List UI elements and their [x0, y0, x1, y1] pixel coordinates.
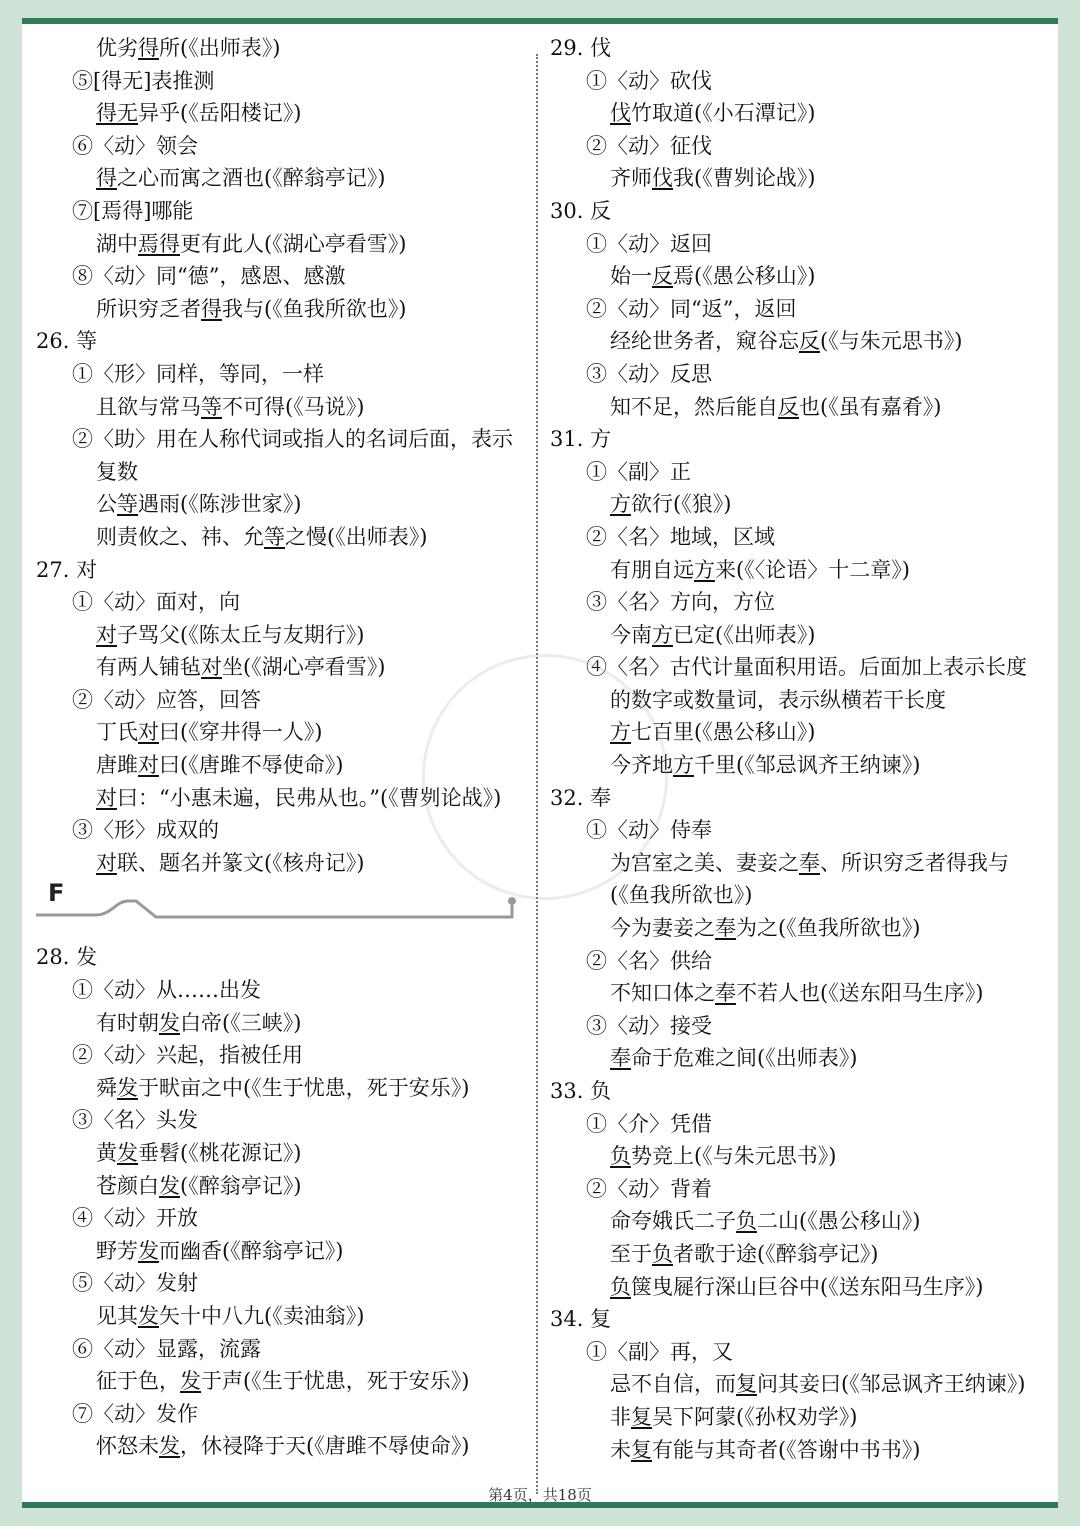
text-segment: 29. 伐 [550, 36, 612, 60]
keyword-underlined: 发 [159, 1434, 180, 1459]
text-segment: ④〈名〉古代计量面积用语。后面加上表示长度 [586, 655, 1027, 680]
sense-line [550, 65, 1050, 98]
example-line [550, 391, 1050, 424]
text-segment: ⑧〈动〉同“德”，感恩、感激 [72, 264, 346, 289]
sense-line [550, 1108, 1050, 1141]
entry-heading [36, 325, 526, 358]
keyword-underlined: 方 [610, 492, 631, 517]
keyword-underlined: 得无 [96, 101, 138, 126]
text-segment: ③〈名〉头发 [72, 1108, 198, 1133]
keyword-underlined: 奉 [715, 981, 736, 1006]
example-line [550, 1042, 1050, 1075]
keyword-underlined: 对 [138, 753, 159, 778]
text-segment: 于畎亩之中(《生于忧患，死于安乐》) [138, 1075, 470, 1100]
text-segment: ⑥〈动〉显露，流露 [72, 1336, 261, 1361]
text-segment: 则责攸之、祎、允 [96, 524, 264, 549]
text-segment: 矢十中八九(《卖油翁》) [159, 1303, 365, 1328]
text-segment: 坐(《湖心亭看雪》) [222, 655, 386, 680]
keyword-underlined: 方 [610, 720, 631, 745]
sense-line [550, 586, 1050, 619]
text-segment: 箧曳屣行深山巨谷中(《送东阳马生序》) [631, 1274, 984, 1299]
text-segment: 为之(《鱼我所欲也》) [736, 916, 921, 941]
sense-line [36, 1267, 526, 1300]
text-segment: 不知口体之 [610, 981, 715, 1006]
example-line [36, 1365, 526, 1398]
section-separator [36, 879, 526, 941]
example-line [36, 651, 526, 684]
example-line [36, 1137, 526, 1170]
example-line [36, 1007, 526, 1040]
text-segment: 来(《〈论语〉十二章》) [715, 557, 910, 582]
keyword-underlined: 方 [694, 557, 715, 582]
keyword-underlined: 伐 [652, 166, 673, 191]
example-line [36, 488, 526, 521]
text-segment: 齐师 [610, 166, 652, 191]
text-segment: 怀怒未 [96, 1434, 159, 1459]
sense-line [550, 358, 1050, 391]
text-segment: ①〈动〉面对，向 [72, 590, 240, 615]
keyword-underlined: 发 [159, 1173, 180, 1198]
text-segment: ，休祲降于天(《唐雎不辱使命》) [180, 1434, 470, 1459]
keyword-underlined: 得 [201, 296, 222, 321]
text-segment: 湖中 [96, 231, 138, 256]
text-segment: ⑦[焉得]哪能 [72, 198, 194, 223]
sense-line [550, 1010, 1050, 1043]
example-line [550, 1368, 1050, 1401]
keyword-underlined: 对 [96, 622, 117, 647]
text-segment: ①〈形〉同样，等同，一样 [72, 361, 324, 386]
text-segment: 竹取道(《小石潭记》) [631, 101, 816, 126]
sense-line [36, 1039, 526, 1072]
text-segment: 我与(《鱼我所欲也》) [222, 296, 407, 321]
keyword-underlined: 方 [652, 622, 673, 647]
text-segment: ②〈动〉背着 [586, 1176, 712, 1201]
sense-line [36, 195, 526, 228]
text-segment: 也(《虽有嘉肴》) [799, 394, 942, 419]
text-segment: 复数 [96, 459, 138, 484]
text-segment: 经纶世务者，窥谷忘 [610, 329, 799, 354]
example-line [36, 1170, 526, 1203]
text-segment: ②〈动〉兴起，指被任用 [72, 1043, 303, 1068]
text-segment: ⑦〈动〉发作 [72, 1401, 198, 1426]
entry-heading [36, 941, 526, 974]
text-segment: (《醉翁亭记》) [180, 1173, 302, 1198]
text-segment: ②〈动〉征伐 [586, 133, 712, 158]
sense-line [36, 974, 526, 1007]
example-line [36, 97, 526, 130]
example-line [36, 1430, 526, 1463]
text-segment: ②〈名〉地域，区域 [586, 524, 775, 549]
keyword-underlined: 等 [117, 492, 138, 517]
text-segment: 势竞上(《与朱元思书》) [631, 1144, 837, 1169]
text-segment: 且欲与常马 [96, 394, 201, 419]
example-line [550, 1238, 1050, 1271]
text-segment: 27. 对 [36, 557, 98, 582]
sense-line [550, 521, 1050, 554]
keyword-underlined: 复 [631, 1437, 652, 1462]
sense-line [550, 130, 1050, 163]
text-segment: 今为妻妾之 [610, 916, 715, 941]
keyword-underlined: 负 [610, 1144, 631, 1169]
keyword-underlined: 奉 [715, 916, 736, 941]
text-segment: 焉(《愚公移山》) [673, 264, 816, 289]
text-segment: 知不足，然后能自 [610, 394, 778, 419]
keyword-underlined: 负 [610, 1274, 631, 1299]
text-segment: 未 [610, 1437, 631, 1462]
example-line [36, 619, 526, 652]
example-line [550, 1434, 1050, 1467]
keyword-underlined: 方 [673, 753, 694, 778]
text-segment: ③〈名〉方向，方位 [586, 590, 775, 615]
example-line [550, 1401, 1050, 1434]
keyword-underlined: 奉 [610, 1046, 631, 1071]
text-segment: ①〈动〉从……出发 [72, 978, 261, 1003]
text-segment: 优劣 [96, 36, 138, 60]
sense-line [36, 1104, 526, 1137]
text-segment: 七百里(《愚公移山》) [631, 720, 816, 745]
text-segment: (《鱼我所欲也》) [610, 883, 753, 908]
text-segment: ④〈动〉开放 [72, 1206, 198, 1231]
entry-heading [36, 554, 526, 587]
text-segment: 舜 [96, 1075, 117, 1100]
text-segment: 今南 [610, 622, 652, 647]
text-segment: 所(《出师表》) [159, 36, 281, 60]
text-segment: ①〈动〉砍伐 [586, 68, 712, 93]
text-segment: 曰(《穿井得一人》) [159, 720, 323, 745]
text-segment: 野芳 [96, 1238, 138, 1263]
text-segment: 征于色， [96, 1369, 180, 1394]
text-segment: ③〈动〉反思 [586, 361, 712, 386]
entry-heading [550, 32, 1050, 65]
watermark-seal [422, 654, 668, 900]
text-segment: 有两人铺毡 [96, 655, 201, 680]
entry-heading [550, 1303, 1050, 1336]
text-segment: 公 [96, 492, 117, 517]
keyword-underlined: 复 [736, 1372, 757, 1397]
text-segment: ②〈名〉供给 [586, 948, 712, 973]
text-segment: 丁氏 [96, 720, 138, 745]
text-segment: ⑤〈动〉发射 [72, 1271, 198, 1296]
sense-line [36, 260, 526, 293]
text-segment: 而幽香(《醉翁亭记》) [159, 1238, 344, 1263]
text-segment: 我(《曹刿论战》) [673, 166, 816, 191]
text-segment: 33. 负 [550, 1079, 612, 1103]
keyword-underlined: 发 [180, 1369, 201, 1394]
text-segment: 问其妾曰(《邹忌讽齐王纳谏》) [757, 1372, 1026, 1397]
sense-line [36, 423, 526, 456]
continuation-line [550, 879, 1050, 912]
keyword-underlined: 对 [138, 720, 159, 745]
text-segment: 遇雨(《陈涉世家》) [138, 492, 302, 517]
example-line [550, 619, 1050, 652]
keyword-underlined: 发 [117, 1075, 138, 1100]
text-segment: 者歌于途(《醉翁亭记》) [673, 1241, 879, 1266]
example-line [36, 1235, 526, 1268]
sense-line [36, 358, 526, 391]
text-segment: 千里(《邹忌讽齐王纳谏》) [694, 753, 921, 778]
keyword-underlined: 对 [96, 850, 117, 875]
text-segment: 吴下阿蒙(《孙权劝学》) [652, 1404, 858, 1429]
text-segment: ①〈副〉正 [586, 459, 691, 484]
text-segment: 于声(《生于忧患，死于安乐》) [201, 1369, 470, 1394]
example-line [36, 1072, 526, 1105]
text-segment: ②〈助〉用在人称代词或指人的名词后面，表示 [72, 427, 513, 452]
text-segment: 有能与其奇者(《答谢中书书》) [652, 1437, 921, 1462]
continuation-line [36, 456, 526, 489]
text-segment: (《与朱元思书》) [820, 329, 963, 354]
text-segment: 欲行(《狼》) [631, 492, 732, 517]
sense-line [36, 1333, 526, 1366]
text-segment: 32. 奉 [550, 785, 612, 810]
example-line [36, 1300, 526, 1333]
keyword-underlined: 复 [631, 1404, 652, 1429]
keyword-underlined: 负 [652, 1241, 673, 1266]
text-segment: 有时朝 [96, 1010, 159, 1035]
text-segment: 黄 [96, 1141, 117, 1165]
text-segment: 26. 等 [36, 329, 98, 354]
text-segment: ①〈动〉返回 [586, 231, 712, 256]
text-segment: 联、题名并篆文(《核舟记》) [117, 850, 365, 875]
sense-line [550, 228, 1050, 261]
text-segment: 所识穷乏者 [96, 296, 201, 321]
text-segment: 31. 方 [550, 427, 612, 452]
keyword-underlined: 发 [138, 1238, 159, 1263]
keyword-underlined: 伐 [610, 101, 631, 126]
sense-line [36, 65, 526, 98]
example-line [36, 228, 526, 261]
example-line [36, 293, 526, 326]
text-segment: 不可得(《马说》) [222, 394, 365, 419]
sense-line [550, 1336, 1050, 1369]
keyword-underlined: 得 [96, 166, 117, 191]
sense-line [550, 945, 1050, 978]
text-segment: 30. 反 [550, 198, 612, 223]
text-segment: 异乎(《岳阳楼记》) [138, 101, 302, 126]
example-line [550, 977, 1050, 1010]
text-segment: ①〈动〉侍奉 [586, 818, 712, 843]
text-segment: 已定(《出师表》) [673, 622, 816, 647]
text-segment: ⑤[得无]表推测 [72, 68, 215, 93]
example-line [550, 488, 1050, 521]
text-segment: 始一 [610, 264, 652, 289]
example-line [550, 97, 1050, 130]
text-segment: 忌不自信，而 [610, 1372, 736, 1397]
example-line [550, 325, 1050, 358]
text-segment: 苍颜白 [96, 1173, 159, 1198]
text-segment: 更有此人(《湖心亭看雪》) [180, 231, 407, 256]
entry-heading [550, 195, 1050, 228]
entry-heading [550, 423, 1050, 456]
keyword-underlined: 得 [138, 36, 159, 60]
text-segment: ③〈形〉成双的 [72, 818, 219, 843]
keyword-underlined: 对 [96, 785, 117, 810]
text-segment: 今齐地 [610, 753, 673, 778]
sense-line [36, 1398, 526, 1431]
section-letter: F [48, 879, 65, 908]
sense-line [550, 293, 1050, 326]
keyword-underlined: 发 [159, 1010, 180, 1035]
text-segment: ①〈介〉凭借 [586, 1111, 712, 1136]
keyword-underlined: 等 [264, 524, 285, 549]
example-line [550, 162, 1050, 195]
text-segment: 曰(《唐雎不辱使命》) [159, 753, 344, 778]
text-segment: 的数字或数量词，表示纵横若干长度 [610, 687, 946, 712]
text-segment: 之慢(《出师表》) [285, 524, 428, 549]
text-segment: 垂髫(《桃花源记》) [138, 1141, 302, 1165]
text-segment: ③〈动〉接受 [586, 1013, 712, 1038]
keyword-underlined: 反 [778, 394, 799, 419]
text-segment: ⑥〈动〉领会 [72, 133, 198, 158]
example-line [550, 1271, 1050, 1304]
text-segment: 子骂父(《陈太丘与友期行》) [117, 622, 365, 647]
text-segment: 白帝(《三峡》) [180, 1010, 302, 1035]
example-line [550, 554, 1050, 587]
separator-line-icon [36, 883, 526, 923]
page-footer: 第4页，共18页 [488, 1486, 592, 1504]
sense-line [550, 1173, 1050, 1206]
keyword-underlined: 反 [799, 329, 820, 354]
text-segment: 34. 复 [550, 1307, 612, 1332]
keyword-underlined: 发 [117, 1141, 138, 1165]
example-line [550, 260, 1050, 293]
keyword-underlined: 等 [201, 394, 222, 419]
keyword-underlined: 对 [201, 655, 222, 680]
text-segment: 曰：“小惠未遍，民弗从也。”(《曹刿论战》) [117, 785, 502, 810]
example-line [550, 1205, 1050, 1238]
text-segment: ②〈动〉应答，回答 [72, 687, 261, 712]
document-page [22, 18, 1058, 1508]
sense-line [550, 651, 1050, 684]
example-line [36, 32, 526, 65]
text-segment: 不若人也(《送东阳马生序》) [736, 981, 984, 1006]
text-segment: 见其 [96, 1303, 138, 1328]
text-segment: 命于危难之间(《出师表》) [631, 1046, 858, 1071]
text-segment: ①〈副〉再，又 [586, 1339, 733, 1364]
example-line [36, 521, 526, 554]
example-line [550, 912, 1050, 945]
text-segment: 、所识穷乏者得我与 [820, 850, 1009, 875]
example-line [36, 391, 526, 424]
text-segment: 二山(《愚公移山》) [757, 1209, 921, 1234]
text-segment: 之心而寓之酒也(《醉翁亭记》) [117, 166, 386, 191]
text-segment: 为宫室之美、妻妾之 [610, 850, 799, 875]
text-segment: 28. 发 [36, 945, 98, 970]
keyword-underlined: 奉 [799, 850, 820, 875]
text-segment: 至于 [610, 1241, 652, 1266]
keyword-underlined: 发 [138, 1303, 159, 1328]
example-line [550, 1140, 1050, 1173]
sense-line [36, 1202, 526, 1235]
sense-line [550, 456, 1050, 489]
sense-line [36, 130, 526, 163]
example-line [36, 162, 526, 195]
text-segment: 有朋自远 [610, 557, 694, 582]
text-segment: 唐雎 [96, 753, 138, 778]
keyword-underlined: 焉得 [138, 231, 180, 256]
text-segment: 非 [610, 1404, 631, 1429]
text-segment: 命夸娥氏二子 [610, 1209, 736, 1234]
entry-heading [550, 1075, 1050, 1108]
keyword-underlined: 反 [652, 264, 673, 289]
text-segment: ②〈动〉同“返”，返回 [586, 296, 797, 321]
sense-line [36, 586, 526, 619]
keyword-underlined: 负 [736, 1209, 757, 1234]
